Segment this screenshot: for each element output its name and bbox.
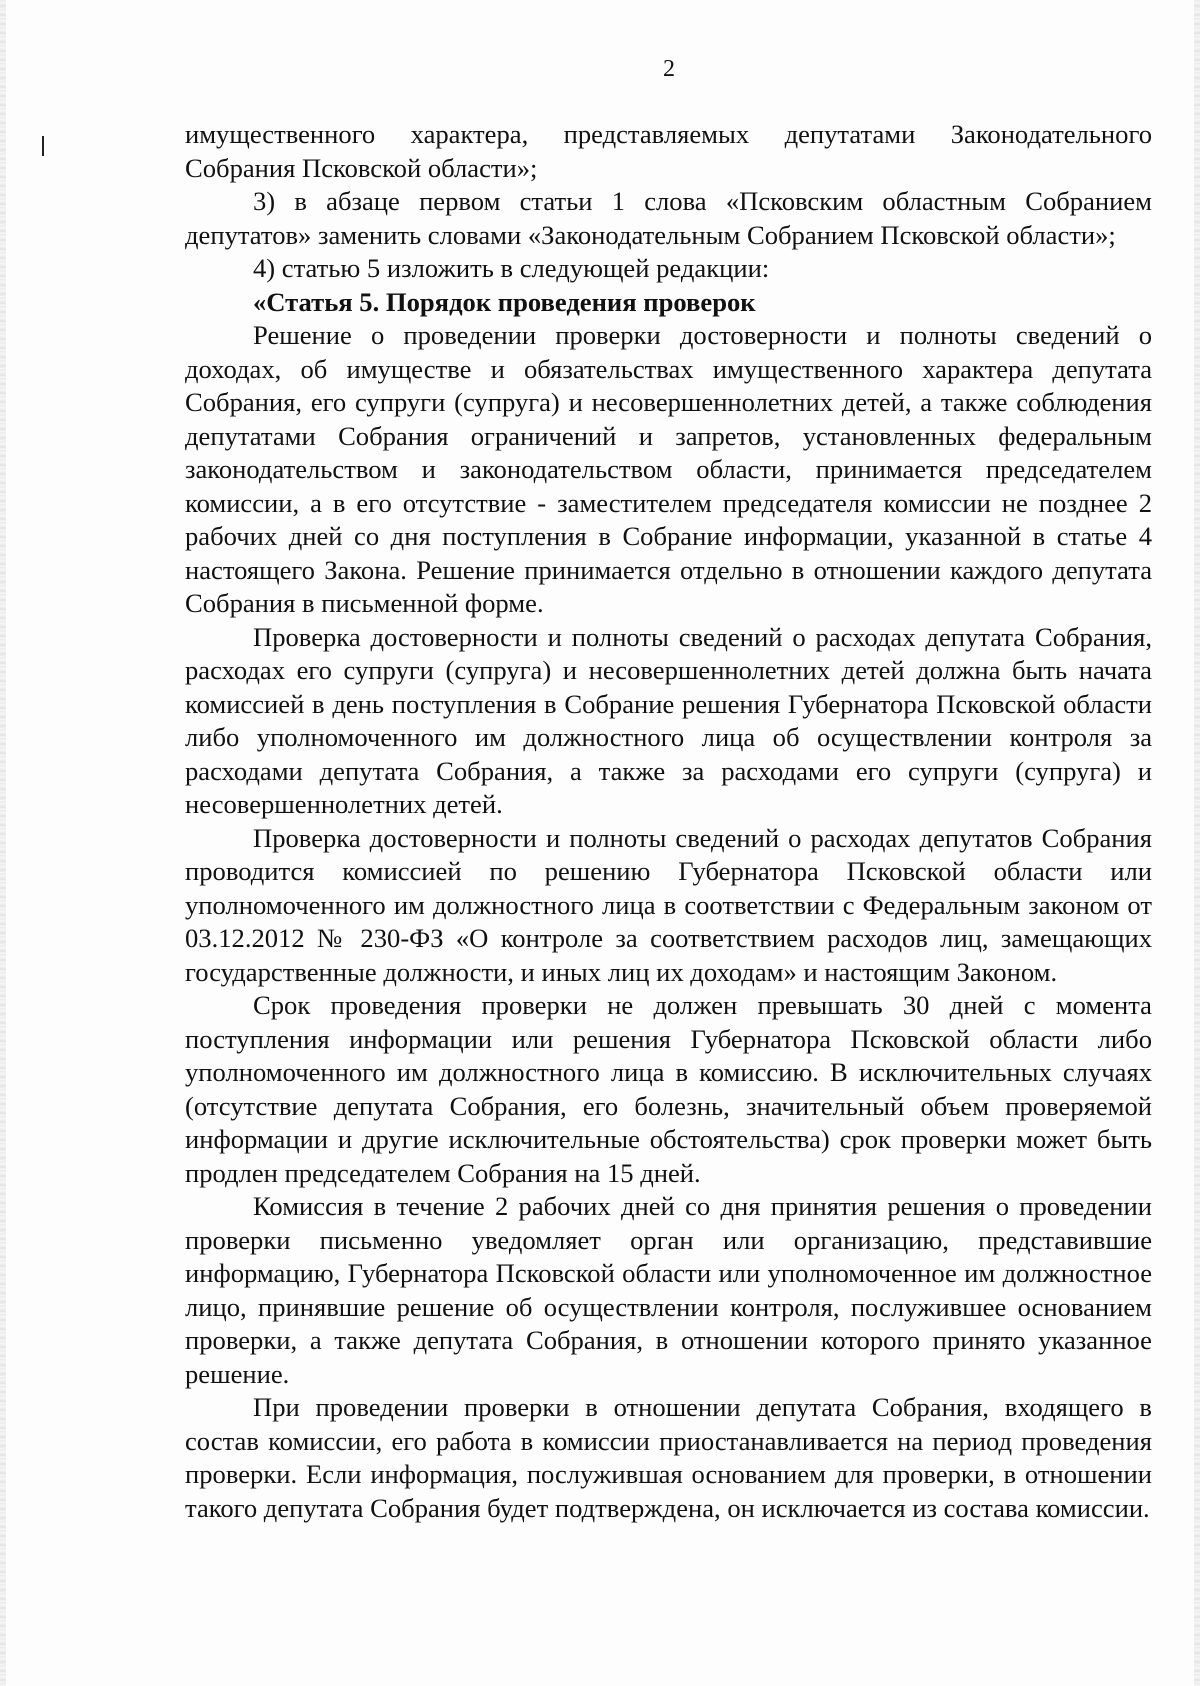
paragraph: Проверка достоверности и полноты сведений о расходах депутата Собрания, расходах его супруги (супруга) и несовершеннолетних детей должна быть начата комиссией в день поступления в Собрание решения Губернатора Псковской области либо уполномоченного им должностного лица об осуществлении контроля за расходами депутата Собрания, а также за расходами его супруги (супруга) и несовершеннолетних детей. xyxy=(185,621,1152,819)
paragraph-continuation: имущественного характера, представляемых депутатами Законодательного Собрания Псковской области»; xyxy=(185,119,1152,183)
page-number: 2 xyxy=(663,56,675,82)
paragraph-item-3: 3) в абзаце первом статьи 1 слова «Псковским областным Собранием депутатов» заменить словами «Законодательным Собранием Псковской области»; xyxy=(185,186,1152,250)
scan-edge-left xyxy=(0,0,6,1686)
article-heading: «Статья 5. Порядок проведения проверок xyxy=(253,286,756,317)
paragraph: Решение о проведении проверки достоверности и полноты сведений о доходах, об имуществе и обязательствах имущественного характера депутата Собрания, его супруги (супруга) и несовершеннолетних детей, а также соблюдения депутатами Собрания ограничений и запретов, установленных федеральным законодательством и законодательством области, принимается председателем комиссии, а в его отсутствие - заместителем председателя комиссии не позднее 2 рабочих дней со дня поступления в Собрание информации, указанной в статье 4 настоящего Закона. Решение принимается отдельно в отношении каждого депутата Собрания в письменной форме. xyxy=(185,320,1152,618)
paragraph: При проведении проверки в отношении депутата Собрания, входящего в состав комиссии, его работа в комиссии приостанавливается на период проведения проверки. Если информация, послужившая основанием для проверки, в отношении такого депутата Собрания будет подтверждена, он исключается из состава комиссии. xyxy=(185,1392,1152,1523)
margin-mark xyxy=(42,136,44,156)
scan-edge-right xyxy=(1194,0,1200,1686)
document-body xyxy=(185,118,1152,1525)
paragraph-item-4: 4) статью 5 изложить в следующей редакции: xyxy=(253,253,770,283)
paragraph: Проверка достоверности и полноты сведений о расходах депутатов Собрания проводится комиссией по решению Губернатора Псковской области или уполномоченного им должностного лица в соответствии с Федеральным законом от 03.12.2012 № 230-ФЗ «О контроле за соответствием расходов лиц, замещающих государственные должности, и иных лиц их доходам» и настоящим Законом. xyxy=(185,822,1152,987)
paragraph: Комиссия в течение 2 рабочих дней со дня принятия решения о проведении проверки письменно уведомляет орган или организацию, представившие информацию, Губернатора Псковской области или уполномоченное им должностное лицо, принявшие решение об осуществлении контроля, послужившее основанием проверки, а также депутата Собрания, в отношении которого принято указанное решение. xyxy=(185,1191,1152,1389)
paragraph: Срок проведения проверки не должен превышать 30 дней с момента поступления информации или решения Губернатора Псковской области либо уполномоченного им должностного лица в комиссию. В исключительных случаях (отсутствие депутата Собрания, его болезнь, значительный объем проверяемой информации и другие исключительные обстоятельства) срок проверки может быть продлен председателем Собрания на 15 дней. xyxy=(185,990,1152,1188)
